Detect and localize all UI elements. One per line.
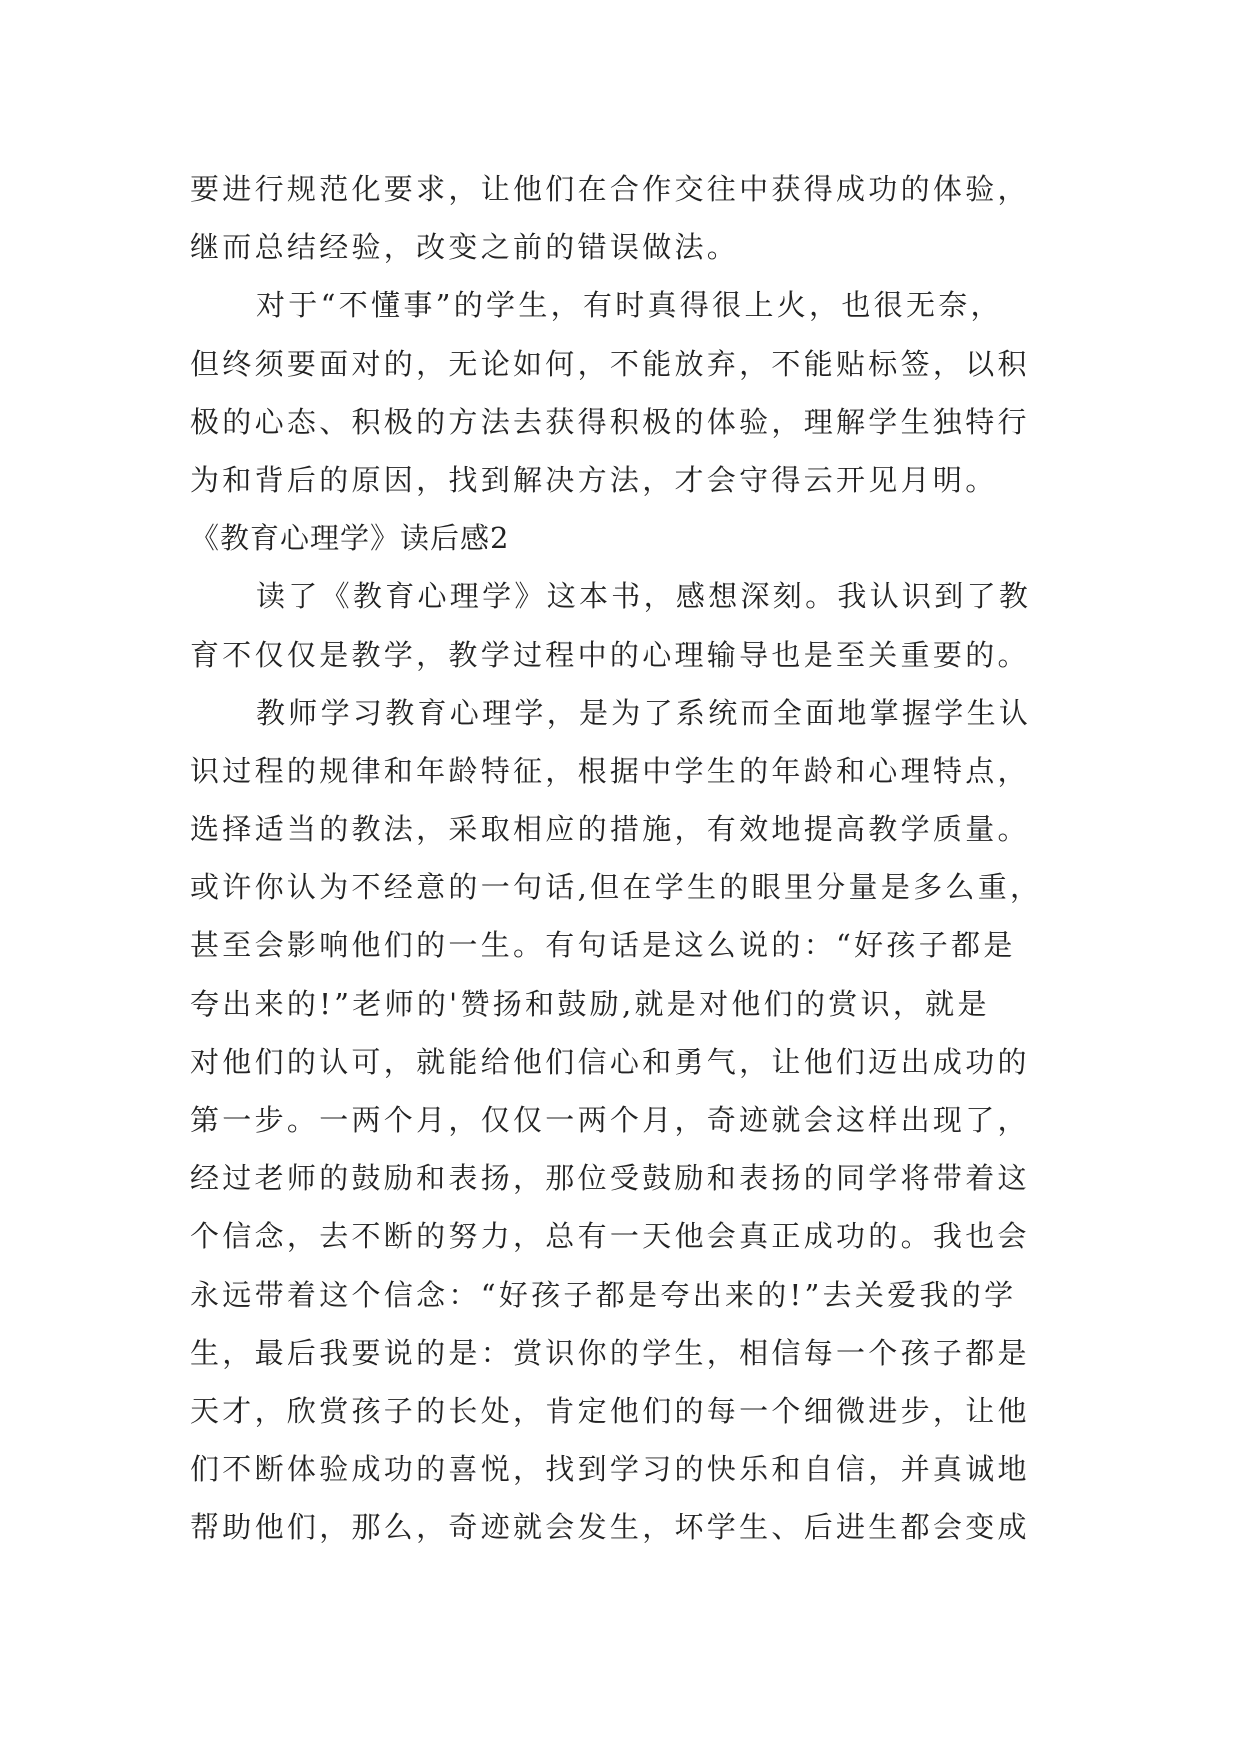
paragraph-line: 永远带着这个信念：“好孩子都是夸出来的!”去关爱我的学 — [190, 1277, 1017, 1312]
paragraph-line: 甚至会影响他们的一生。有句话是这么说的：“好孩子都是 — [190, 928, 1016, 963]
paragraph-line: 继而总结经验，改变之前的错误做法。 — [190, 230, 740, 265]
paragraph-line: 个信念，去不断的努力，总有一天他会真正成功的。我也会 — [190, 1219, 1030, 1254]
paragraph-line: 育不仅仅是教学，教学过程中的心理输导也是至关重要的。 — [190, 637, 1030, 672]
paragraph-line: 天才，欣赏孩子的长处，肯定他们的每一个细微进步，让他 — [190, 1393, 1030, 1428]
paragraph-line: 们不断体验成功的喜悦，找到学习的快乐和自信，并真诚地 — [190, 1452, 1030, 1487]
paragraph-line: 为和背后的原因，找到解决方法，才会守得云开见月明。 — [190, 462, 998, 497]
paragraph-line: 帮助他们，那么，奇迹就会发生，坏学生、后进生都会变成 — [190, 1510, 1030, 1545]
paragraph-line: 但终须要面对的，无论如何，不能放弃，不能贴标签，以积 — [190, 346, 1030, 381]
paragraph-line: 极的心态、积极的方法去获得积极的体验，理解学生独特行 — [190, 404, 1030, 439]
paragraph-line: 对于“不懂事”的学生，有时真得很上火，也很无奈， — [256, 288, 1003, 323]
paragraph-line: 教师学习教育心理学，是为了系统而全面地掌握学生认 — [256, 695, 1032, 730]
paragraph-line: 第一步。一两个月，仅仅一两个月，奇迹就会这样出现了， — [190, 1103, 1030, 1137]
paragraph-line: 对他们的认可，就能给他们信心和勇气，让他们迈出成功的 — [190, 1044, 1030, 1079]
paragraph-line: 识过程的规律和年龄特征，根据中学生的年龄和心理特点， — [190, 753, 1030, 788]
paragraph-line: 读了《教育心理学》这本书，感想深刻。我认识到了教 — [256, 579, 1032, 614]
paragraph-line: 要进行规范化要求，让他们在合作交往中获得成功的体验， — [190, 172, 1030, 206]
paragraph-line: 生，最后我要说的是：赏识你的学生，相信每一个孩子都是 — [190, 1335, 1030, 1370]
paragraph-line: 或许你认为不经意的一句话,但在学生的眼里分量是多么重， — [190, 870, 1043, 905]
paragraph-line: 经过老师的鼓励和表扬，那位受鼓励和表扬的同学将带着这 — [190, 1161, 1030, 1196]
document-body — [190, 160, 1070, 1557]
section-heading: 《教育心理学》读后感2 — [190, 521, 510, 556]
paragraph-line: 选择适当的教法，采取相应的措施，有效地提高教学质量。 — [190, 812, 1030, 847]
paragraph-line: 夸出来的!”老师的'赞扬和鼓励,就是对他们的赏识，就是 — [190, 986, 990, 1021]
